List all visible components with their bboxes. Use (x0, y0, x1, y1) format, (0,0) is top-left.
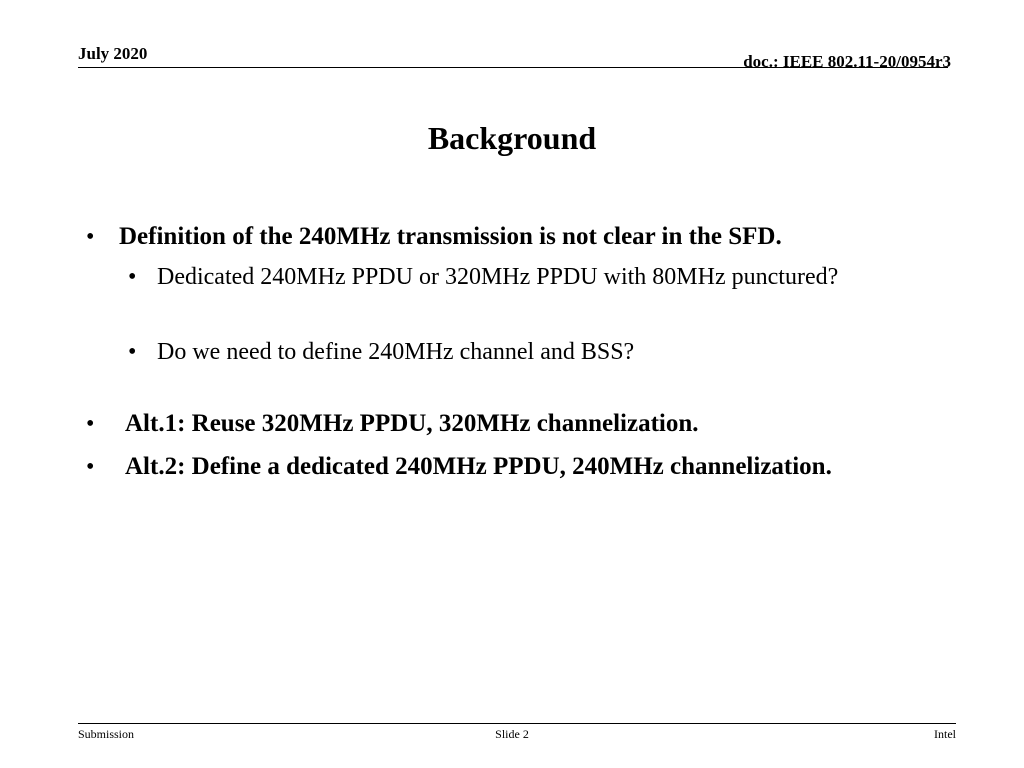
bullet-text: Alt.1: Reuse 320MHz PPDU, 320MHz channelization. (125, 410, 699, 437)
header-date: July 2020 (78, 44, 148, 63)
footer-divider (78, 723, 956, 724)
footer-company: Intel (934, 727, 956, 741)
bullet-icon: • (86, 411, 95, 437)
bullet-text: Definition of the 240MHz transmission is not clear in the SFD. (119, 223, 782, 250)
footer-slide-number: Slide 2 (495, 727, 529, 741)
footer-submission: Submission (78, 727, 135, 741)
sub-bullet-text: Dedicated 240MHz PPDU or 320MHz PPDU with 80MHz punctured? (157, 264, 839, 290)
header-doc-id: doc.: IEEE 802.11-20/0954r3 (743, 52, 951, 71)
bullet-icon: • (128, 339, 137, 365)
slide-title: Background (427, 120, 597, 156)
bullet-icon: • (86, 224, 95, 250)
bullet-icon: • (86, 454, 95, 480)
bullet-icon: • (128, 264, 137, 290)
sub-bullet-text: Do we need to define 240MHz channel and BSS? (157, 339, 635, 365)
bullet-text: Alt.2: Define a dedicated 240MHz PPDU, 240MHz channelization. (125, 453, 832, 480)
